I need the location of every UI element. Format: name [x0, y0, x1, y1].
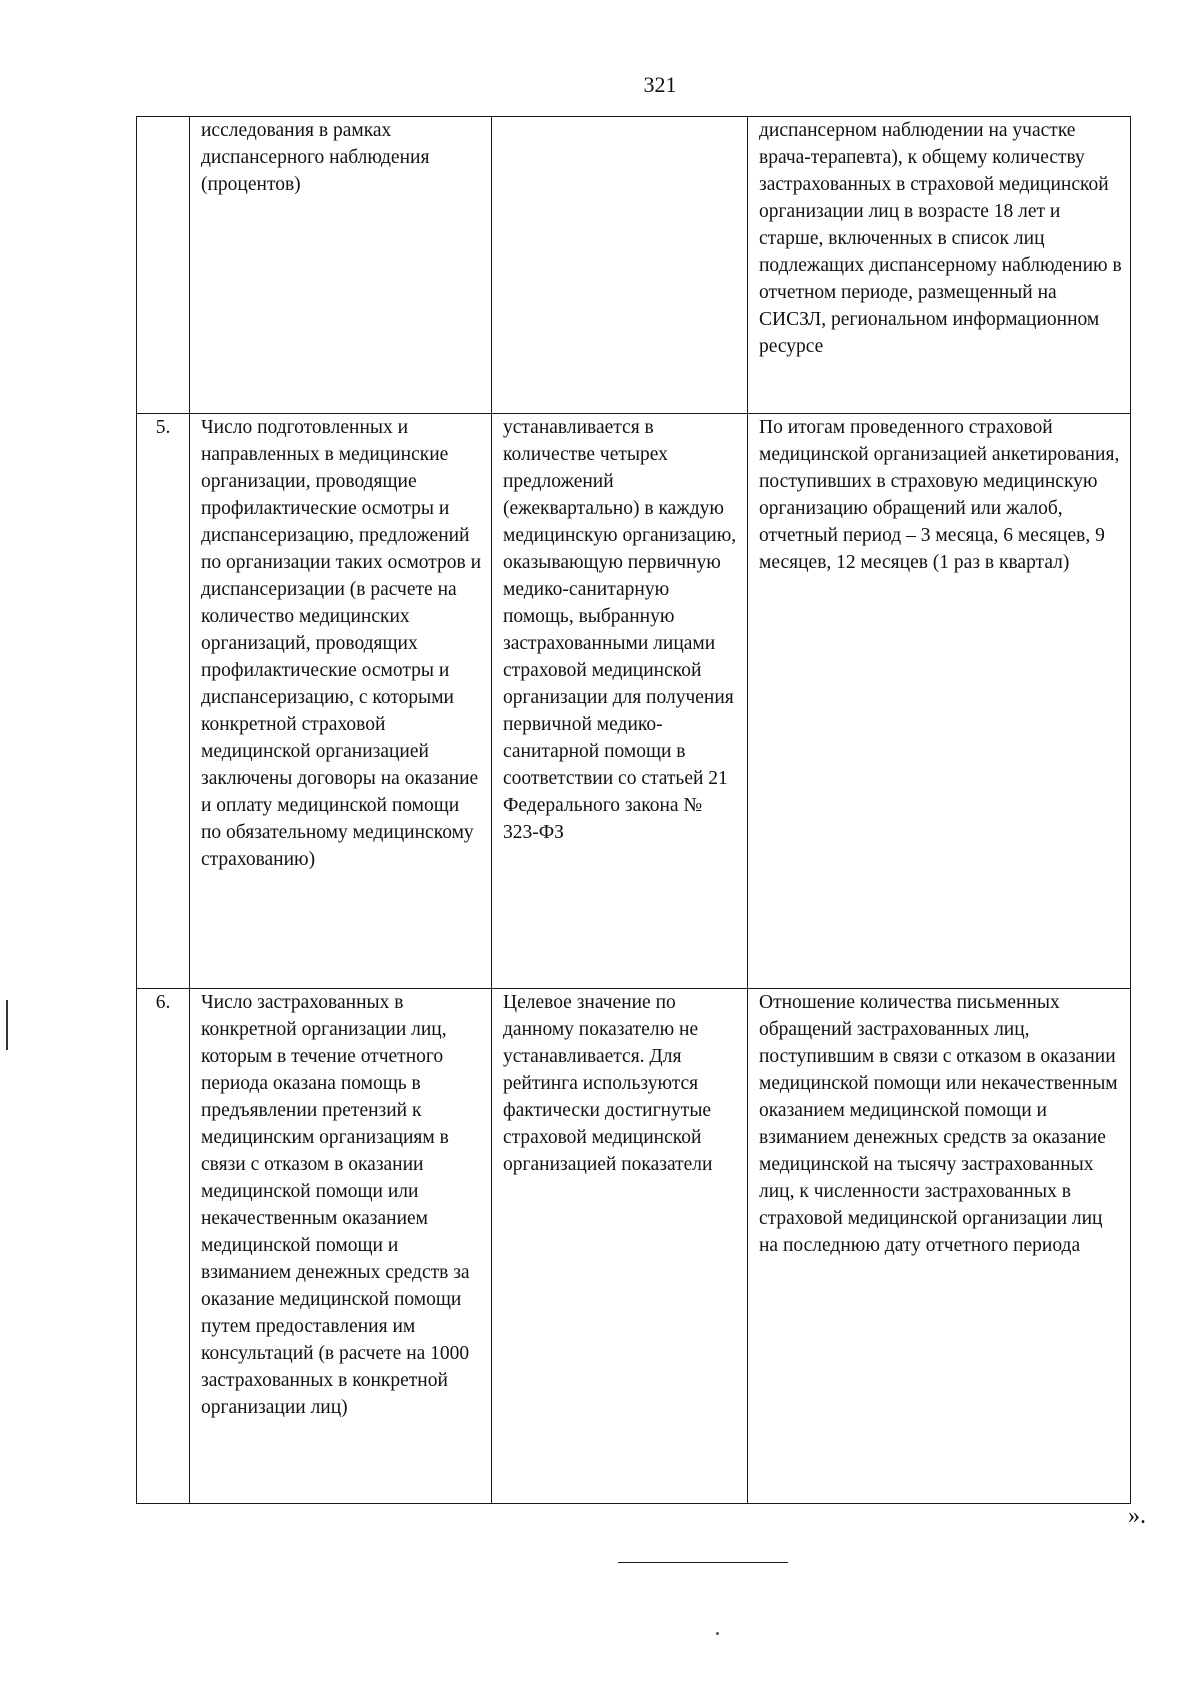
row-number [137, 117, 190, 414]
target-cell: Целевое значение по данному показателю не устанавливается. Для рейтинга используются фактически достигнутые страховой медицинской организацией показатели [492, 989, 748, 1504]
scan-margin-icon [6, 1000, 8, 1050]
method-cell: диспансерном наблюдении на участке врача-терапевта), к общему количеству застрахованных в страховой медицинской организации лиц в возрасте 18 лет и старше, включенных в список лиц подлежащих диспансерному наблюдению в отчетном периоде, размещенный на СИСЗЛ, региональном информационном ресурсе [748, 117, 1131, 414]
table-row [137, 989, 1131, 1504]
row-number: 6. [137, 989, 190, 1504]
closing-quote: ». [1128, 1503, 1146, 1529]
table-row [137, 414, 1131, 989]
target-cell: устанавливается в количестве четырех предложений (ежеквартально) в каждую медицинскую организацию, оказывающую первичную медико-санитарную помощь, выбранную застрахованными лицами страховой медицинской организации для получения первичной медико-санитарной помощи в соответствии со статьей 21 Федерального закона № 323-ФЗ [492, 414, 748, 989]
table-row [137, 117, 1131, 414]
row-number: 5. [137, 414, 190, 989]
indicator-cell: исследования в рамках диспансерного наблюдения (процентов) [190, 117, 492, 414]
scan-speck-icon [716, 1632, 719, 1635]
indicators-table [136, 116, 1131, 1504]
method-cell: Отношение количества письменных обращений застрахованных лиц, поступившим в связи с отказом в оказании медицинской помощи или некачественным оказанием медицинской помощи и взиманием денежных средств за оказание медицинской на тысячу застрахованных лиц, к численности застрахованных в страховой медицинской организации лиц на последнюю дату отчетного периода [748, 989, 1131, 1504]
target-cell [492, 117, 748, 414]
page-number: 321 [643, 72, 677, 97]
footnote-separator [618, 1562, 788, 1563]
indicator-cell: Число застрахованных в конкретной организации лиц, которым в течение отчетного периода оказана помощь в предъявлении претензий к медицинским организациям в связи с отказом в оказании медицинской помощи или некачественным оказанием медицинской помощи и взиманием денежных средств за оказание медицинской помощи путем предоставления им консультаций (в расчете на 1000 застрахованных в конкретной организации лиц) [190, 989, 492, 1504]
indicator-cell: Число подготовленных и направленных в медицинские организации, проводящие профилактические осмотры и диспансеризацию, предложений по организации таких осмотров и диспансеризации (в расчете на количество медицинских организаций, проводящих профилактические осмотры и диспансеризацию, с которыми конкретной страховой медицинской организацией заключены договоры на оказание и оплату медицинской помощи по обязательному медицинскому страхованию) [190, 414, 492, 989]
method-cell: По итогам проведенного страховой медицинской организацией анкетирования, поступивших в страховую медицинскую организацию обращений или жалоб, отчетный период – 3 месяца, 6 месяцев, 9 месяцев, 12 месяцев (1 раз в квартал) [748, 414, 1131, 989]
